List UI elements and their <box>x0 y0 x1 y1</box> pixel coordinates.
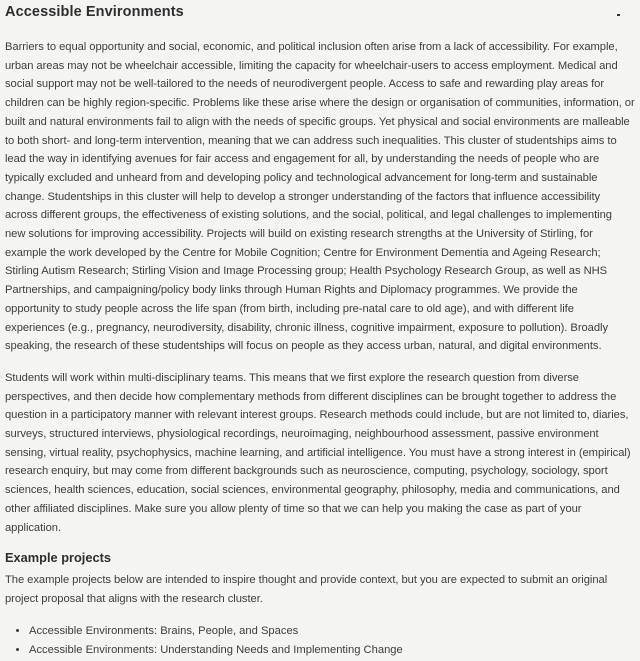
example-projects-list <box>5 622 635 661</box>
accordion-header[interactable] <box>5 0 635 24</box>
list-item: • Accessible Environments: Brains, People, and Spaces <box>29 622 635 642</box>
intro-paragraph: Barriers to equal opportunity and social, economic, and political inclusion often arise from a lack of accessibility. For example, urban areas may not be wheelchair accessible, limiting the capacity for wheelchair-users to access employment. Medical and social support may not be well-tailored to the needs of neurodivergent people. Access to safe and rewarding play areas for children can be highly region-specific. Problems like these arise where the design or organisation of communities, information, or built and natural environments fail to align with the needs of specific groups. Yet physical and social environments are malleable to both short- and long-term intervention, meaning that we can address such inequalities. This cluster of studentships aims to lead the way in identifying avenues for fair access and engagement for all, by understanding the needs of people who are typically excluded and unheard from and developing policy and technological advancement for long-term and sustainable change. Studentships in this cluster will help to develop a stronger understanding of the factors that influence accessibility across different groups, the effectiveness of existing solutions, and the social, political, and legal challenges to implementing new solutions for improving accessibility. Projects will build on existing research strengths at the University of Stirling, for example the work developed by the Centre for Mobile Cognition; Centre for Environment Dementia and Ageing Research; Stirling Autism Research; Stirling Vision and Image Processing group; Health Psychology Research Group, as well as NHS Partnerships, and campaigning/policy body links through Human Rights and Diplomacy programmes. We provide the opportunity to study people across the life span (from birth, including pre-natal care to old age), and with different life experiences (e.g., pregnancy, neurodiversity, disability, chronic illness, cognitive impairment, exposure to pollution). Broadly speaking, the research of these studentships will focus on people as they access urban, natural, and digital environments. <box>5 41 635 353</box>
section-title: Accessible Environments <box>5 4 184 20</box>
collapse-button[interactable] <box>611 5 625 19</box>
example-projects-intro: The example projects below are intended to inspire thought and provide context, but you are expected to submit an original project proposal that aligns with the research cluster. <box>5 574 608 605</box>
list-item: • Accessible Environments: Understanding Needs and Implementing Change <box>29 641 635 661</box>
accordion-body <box>5 24 635 661</box>
minus-icon <box>617 14 620 16</box>
methods-paragraph: Students will work within multi-disciplinary teams. This means that we first explore the research question from diverse perspectives, and then decide how complementary methods from different disciplines can be brought together to address the question in a participatory manner with relevant interest groups. Research methods could include, but are not limited to, diaries, surveys, structured interviews, physiological recordings, neuroimaging, neighbourhood assessment, passive environment sensing, virtual reality, psychophysics, machine learning, and artificial intelligence. You must have a strong interest in (empirical) research enquiry, but may come from different backgrounds such as neuroscience, computing, psychology, sociology, sport sciences, health sciences, education, social sciences, environmental geography, philosophy, media and communications, and other affiliated disciplines. Make sure you allow plenty of time so that we can help you making the case as part of your application. <box>5 371 631 534</box>
example-projects-heading: Example projects <box>5 550 111 566</box>
